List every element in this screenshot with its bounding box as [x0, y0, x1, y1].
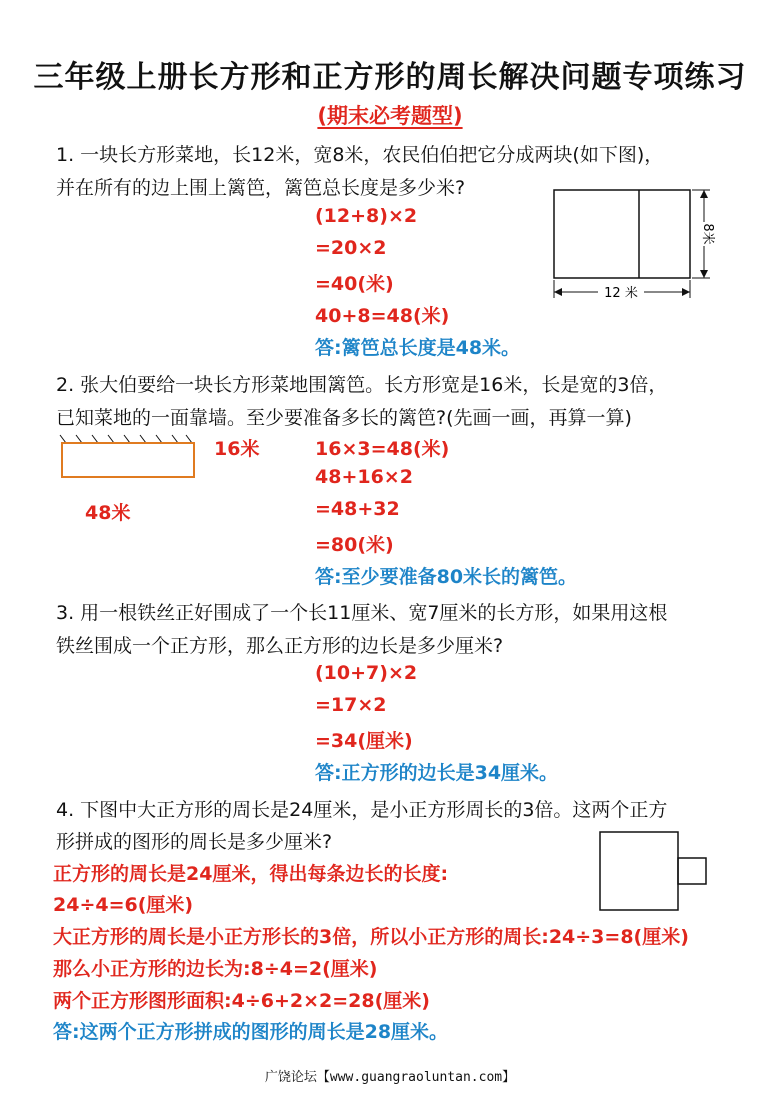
- q2-step-3: =48+32: [315, 498, 400, 520]
- q1-answer: 答:篱笆总长度是48米。: [315, 337, 521, 359]
- q3-text-line2: 铁丝围成一个正方形，那么正方形的边长是多少厘米?: [56, 635, 504, 657]
- q1-rectangle-figure: [540, 180, 730, 305]
- q4-text-line2: 形拼成的图形的周长是多少厘米?: [56, 831, 333, 853]
- q2-step-4: =80(米): [315, 534, 394, 556]
- footer-site: 广饶论坛: [264, 1070, 317, 1085]
- q3-text-line1: 3. 用一根铁丝正好围成了一个长11厘米、宽7厘米的长方形，如果用这根: [56, 602, 668, 624]
- page-subtitle: [0, 100, 780, 130]
- q1-step-4: 40+8=48(米): [315, 305, 450, 327]
- q4-squares-figure: [594, 826, 714, 916]
- q1-step-3: =40(米): [315, 273, 394, 295]
- q4-step-1: 正方形的周长是24厘米，得出每条边长的长度:: [53, 863, 449, 885]
- q2-length-label: 48米: [85, 502, 131, 524]
- q4-text-line1: 4. 下图中大正方形的周长是24厘米，是小正方形周长的3倍。这两个正方: [56, 799, 668, 821]
- footer-url[interactable]: 【www.guangraoluntan.com】: [316, 1070, 516, 1085]
- q4-answer: 答:这两个正方形拼成的图形的周长是28厘米。: [53, 1021, 449, 1043]
- q1-height-label: 8米: [700, 223, 715, 245]
- q3-step-3: =34(厘米): [315, 730, 413, 752]
- q1-step-1: (12+8)×2: [315, 205, 418, 227]
- q1-width-label: 12 米: [604, 286, 638, 301]
- q2-width-label: 16米: [214, 438, 260, 460]
- q2-text-line1: 2. 张大伯要给一块长方形菜地围篱笆。长方形宽是16米，长是宽的3倍，: [56, 374, 668, 396]
- q2-step-2: 48+16×2: [315, 466, 413, 488]
- q2-fence-figure: [56, 430, 206, 482]
- q3-answer: 答:正方形的边长是34厘米。: [315, 762, 559, 784]
- q4-step-3: 大正方形的周长是小正方形长的3倍，所以小正方形的周长:24÷3=8(厘米): [53, 926, 689, 948]
- q3-step-2: =17×2: [315, 694, 387, 716]
- q4-step-2: 24÷4=6(厘米): [53, 894, 194, 916]
- page-title: 三年级上册长方形和正方形的周长解决问题专项练习: [33, 60, 747, 95]
- q1-text-line1: 1. 一块长方形菜地，长12米，宽8米，农民伯伯把它分成两块(如下图)，: [56, 144, 664, 166]
- q2-step-1: 16×3=48(米): [315, 438, 450, 460]
- subtitle-text: (期末必考题型): [317, 104, 463, 128]
- q3-step-1: (10+7)×2: [315, 662, 418, 684]
- q1-step-2: =20×2: [315, 237, 387, 259]
- q2-answer: 答:至少要准备80米长的篱笆。: [315, 566, 578, 588]
- q1-text-line2: 并在所有的边上围上篱笆，篱笆总长度是多少米?: [56, 177, 466, 199]
- q2-text-line2: 已知菜地的一面靠墙。至少要准备多长的篱笆?(先画一画，再算一算): [56, 407, 632, 429]
- footer: [0, 1066, 780, 1085]
- q4-step-4: 那么小正方形的边长为:8÷4=2(厘米): [53, 958, 378, 980]
- q4-step-5: 两个正方形图形面积:4÷6+2×2=28(厘米): [53, 990, 430, 1012]
